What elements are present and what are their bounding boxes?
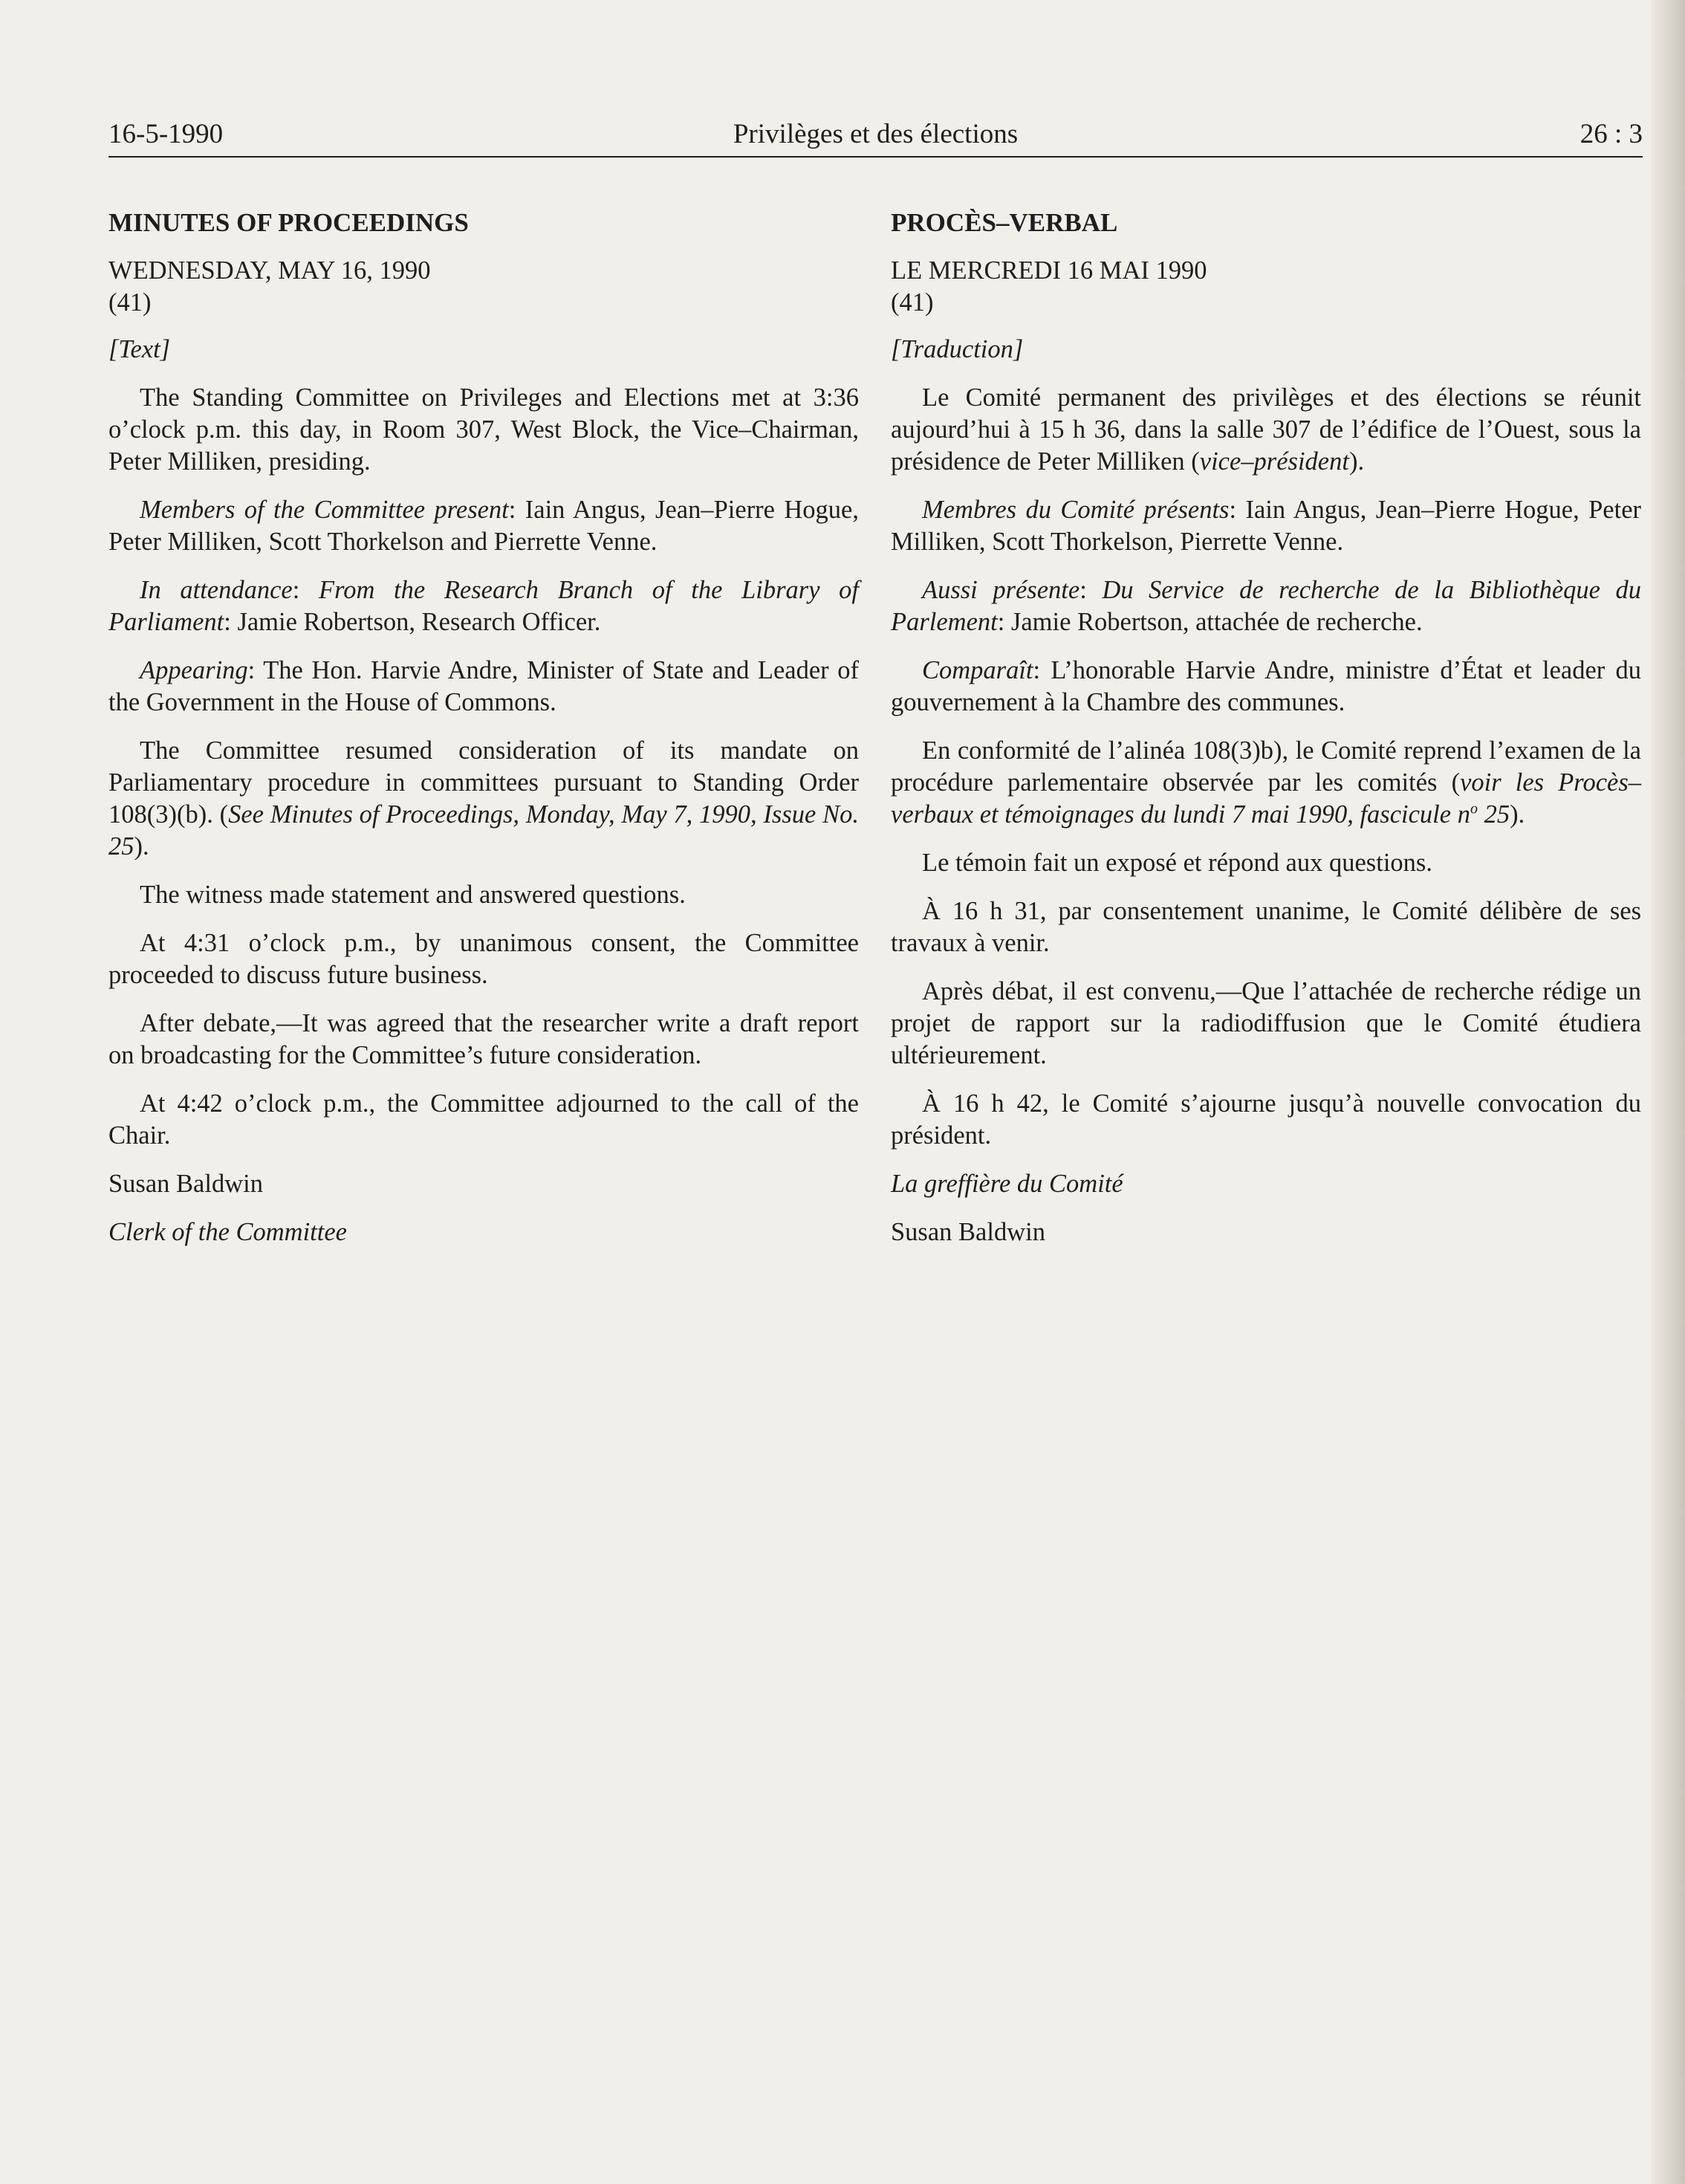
french-date-block [891, 255, 1641, 319]
french-meeting-date: LE MERCREDI 16 MAI 1990 [891, 256, 1207, 285]
french-mandate-superscript: o [1470, 800, 1478, 817]
french-attendance-colon: : [1079, 576, 1103, 604]
header-title: Privilèges et des élections [733, 119, 1019, 149]
english-members-text: : Iain Angus, Jean–Pierre Hogue, Peter Milliken, Scott Thorkelson and Pierrette Venne. [108, 496, 859, 556]
french-opening-text: Le Comité permanent des privilèges et des élections se réunit aujourd’hui à 15 h 36, dans la salle 307 de l’édifice de l’Ouest, sous la présidence de Peter Milliken ( [891, 383, 1641, 476]
english-attendance-colon: : [292, 576, 319, 604]
french-attendance-label: Aussi présente [922, 576, 1080, 604]
english-clerk-name: Susan Baldwin [108, 1170, 263, 1198]
french-clerk-name: Susan Baldwin [891, 1218, 1045, 1246]
english-text-marker: [Text] [108, 335, 171, 363]
french-column [891, 207, 1641, 1265]
english-attendance-source: From the Research Branch of the Library of Parliament [108, 576, 859, 636]
french-opening-end: ). [1348, 447, 1365, 476]
english-appearing-text: : The Hon. Harvie Andre, Minister of State and Leader of the Government in the House of Commons. [108, 656, 859, 716]
french-clerk-title: La greffière du Comité [891, 1170, 1123, 1198]
french-members-paragraph [891, 494, 1641, 558]
french-translation-marker: [Traduction] [891, 335, 1024, 363]
english-mandate-reference: See Minutes of Proceedings, Monday, May 7, 1990, Issue No. 25 [108, 800, 859, 861]
french-members-text: : Iain Angus, Jean–Pierre Hogue, Peter Milliken, Scott Thorkelson, Pierrette Venne. [891, 496, 1642, 556]
french-appearing-text: : L’honorable Harvie Andre, ministre d’État et leader du gouvernement à la Chambre des communes. [891, 656, 1641, 716]
header-page-number: 26 : 3 [1580, 119, 1643, 149]
french-attendance-paragraph [891, 574, 1641, 638]
english-members-label: Members of the Committee present [140, 496, 509, 524]
english-adjourn-paragraph: At 4:42 o’clock p.m., the Committee adjourned to the call of the Chair. [108, 1089, 859, 1150]
english-date-block [108, 255, 859, 319]
header-rule [108, 156, 1643, 158]
french-mandate-number: 25 [1477, 800, 1510, 829]
english-clerk-title: Clerk of the Committee [108, 1218, 347, 1246]
page-binding-shadow [1651, 0, 1685, 2184]
english-attendance-text: : Jamie Robertson, Research Officer. [224, 608, 601, 636]
french-witness-paragraph: Le témoin fait un exposé et répond aux questions. [922, 849, 1432, 877]
english-mandate-paragraph [108, 735, 859, 863]
french-opening-role: vice–président [1199, 447, 1349, 476]
english-heading: MINUTES OF PROCEEDINGS [108, 208, 469, 237]
english-mandate-text: The Committee resumed consideration of its mandate on Parliamentary procedure in committees pursuant to Standing Order 108(3)(b). ( [108, 736, 859, 829]
french-heading: PROCÈS–VERBAL [891, 208, 1118, 237]
french-adjourn-paragraph: À 16 h 42, le Comité s’ajourne jusqu’à nouvelle convocation du président. [891, 1089, 1641, 1150]
english-members-paragraph [108, 494, 859, 558]
french-opening-paragraph [891, 382, 1641, 478]
english-opening-paragraph: The Standing Committee on Privileges and Elections met at 3:36 o’clock p.m. this day, in Room 307, West Block, the Vice–Chairman, Peter Milliken, presiding. [108, 383, 859, 476]
english-attendance-paragraph [108, 574, 859, 638]
french-appearing-paragraph [891, 655, 1641, 719]
english-attendance-label: In attendance [140, 576, 293, 604]
english-appearing-label: Appearing [140, 656, 248, 684]
english-meeting-number: (41) [108, 288, 152, 317]
french-meeting-number: (41) [891, 288, 934, 317]
french-mandate-reference: voir les Procès–verbaux et témoignages du lundi 7 mai 1990, fascicule n [891, 768, 1641, 829]
header-date: 16-5-1990 [108, 119, 224, 149]
french-debate-paragraph: Après débat, il est convenu,—Que l’attachée de recherche rédige un projet de rapport sur la radiodiffusion que le Comité étudiera ultérieurement. [891, 977, 1641, 1069]
english-meeting-date: WEDNESDAY, MAY 16, 1990 [108, 256, 431, 285]
french-members-label: Membres du Comité présents [922, 496, 1230, 524]
french-attendance-text: : Jamie Robertson, attachée de recherche. [997, 608, 1423, 636]
french-mandate-text: En conformité de l’alinéa 108(3)b), le Comité reprend l’examen de la procédure parlementaire observée par les comités ( [891, 736, 1641, 797]
running-header [108, 117, 1643, 155]
english-appearing-paragraph [108, 655, 859, 719]
french-mandate-paragraph [891, 735, 1641, 831]
english-mandate-end: ). [134, 832, 149, 861]
english-column [108, 207, 859, 1265]
french-attendance-source: Du Service de recherche de la Bibliothèque du Parlement [891, 576, 1641, 636]
english-debate-paragraph: After debate,—It was agreed that the researcher write a draft report on broadcasting for the Committee’s future consideration. [108, 1009, 859, 1069]
french-appearing-label: Comparaît [922, 656, 1033, 684]
english-witness-paragraph: The witness made statement and answered questions. [140, 881, 686, 909]
english-431-paragraph: At 4:31 o’clock p.m., by unanimous consent, the Committee proceeded to discuss future business. [108, 929, 859, 989]
french-431-paragraph: À 16 h 31, par consentement unanime, le Comité délibère de ses travaux à venir. [891, 897, 1641, 957]
french-mandate-end: ). [1510, 800, 1525, 829]
